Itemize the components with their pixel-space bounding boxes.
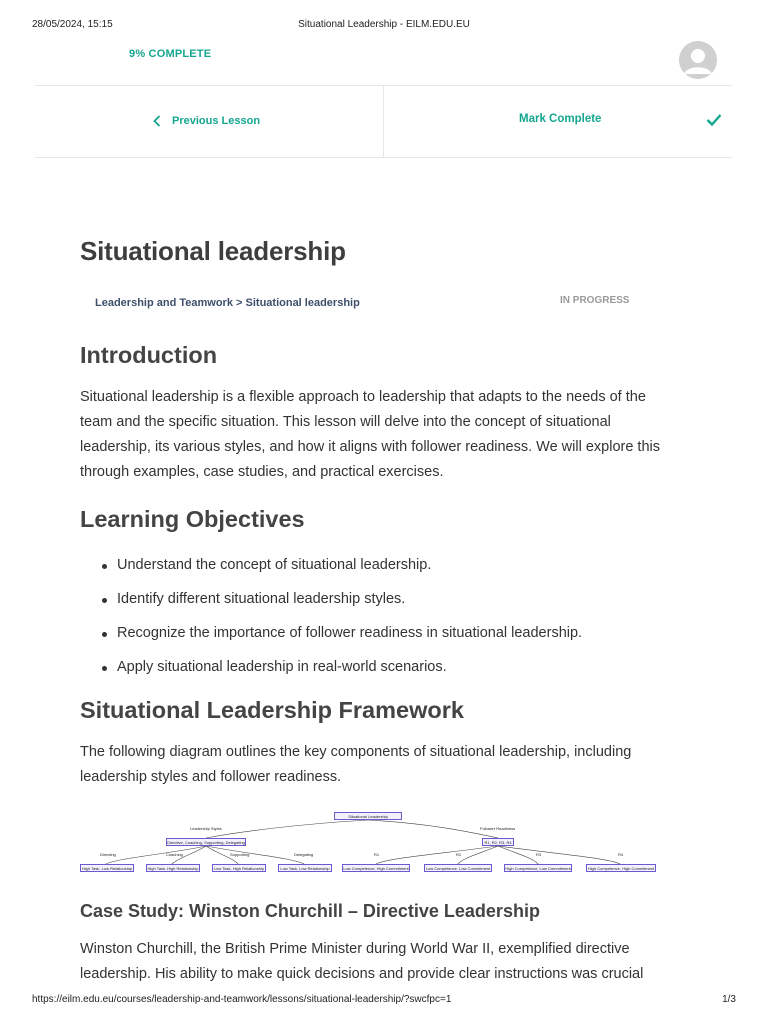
- objectives-heading: Learning Objectives: [80, 506, 305, 532]
- diagram-edge-label: Follower Readiness: [480, 826, 516, 831]
- breadcrumb-course[interactable]: Leadership and Teamwork: [95, 297, 233, 309]
- diagram-node-root: Situational Leadership: [334, 812, 402, 820]
- previous-lesson-label: Previous Lesson: [172, 115, 261, 127]
- diagram-edge-label: Directing: [100, 852, 116, 857]
- lesson-nav: [35, 85, 732, 158]
- print-page-title: Situational Leadership - EILM.EDU.EU: [298, 19, 470, 30]
- framework-heading: Situational Leadership Framework: [80, 697, 464, 723]
- diagram-leaf-node: High Task, High Relationship: [147, 866, 199, 871]
- diagram-leaf-node: Low Task, Low Relationship: [278, 864, 332, 872]
- nav-divider: [383, 86, 384, 157]
- diagram-edge-label: R2: [456, 852, 462, 857]
- diagram-edge-label: R3: [536, 852, 542, 857]
- progress-label: 9% COMPLETE: [129, 48, 212, 60]
- diagram-leaf-node: High Task, Low Relationship: [81, 866, 133, 871]
- diagram-leaf-node: Low Task, High Relationship: [213, 866, 265, 871]
- intro-paragraph: Situational leadership is a flexible approach to leadership that adapts to the needs of the team and the specific situation. This lesson will delve into the concept of situational leadership, its various styles, and how it aligns with follower readiness. We will explore this through examples, case studies, and practical exercises.: [80, 389, 660, 480]
- print-url: https://eilm.edu.eu/courses/leadership-and-teamwork/lessons/situational-leadership/?swcfpc=1: [32, 994, 452, 1005]
- diagram-leaf-node: Low Competence, High Commitment: [343, 866, 409, 871]
- diagram-edge-label: Coaching: [166, 852, 183, 857]
- breadcrumb-lesson[interactable]: Situational leadership: [245, 297, 360, 309]
- print-datetime: 28/05/2024, 15:15: [32, 19, 113, 30]
- diagram-edge-label: Delegating: [294, 852, 314, 857]
- print-page-number: 1/3: [722, 994, 736, 1005]
- diagram-leaf-node: Low Competence, Low Commitment: [425, 866, 491, 871]
- previous-lesson-button[interactable]: [153, 111, 260, 131]
- case-study-paragraph: Winston Churchill, the British Prime Minister during World War II, exemplified directive leadership. His ability to make quick decisions and provide clear instructions was crucial: [80, 941, 644, 982]
- list-item: Apply situational leadership in real-world scenarios.: [80, 655, 670, 689]
- breadcrumb: [95, 297, 360, 309]
- mark-complete-button[interactable]: Mark Complete: [519, 113, 602, 125]
- framework-diagram: [78, 806, 658, 878]
- diagram-node-styles: Directive, Coaching, Supporting, Delegating: [167, 840, 245, 845]
- user-icon: [679, 41, 717, 79]
- check-icon[interactable]: [706, 113, 722, 127]
- diagram-edge-label: Leadership Styles: [190, 826, 222, 831]
- diagram-node-readiness: R1, R2, R3, R4: [482, 838, 514, 846]
- objectives-list: [80, 553, 670, 689]
- breadcrumb-separator: >: [236, 297, 243, 309]
- diagram-leaf-node: High Competence, High Commitment: [587, 866, 655, 871]
- list-item: Recognize the importance of follower readiness in situational leadership.: [80, 621, 670, 655]
- intro-heading: Introduction: [80, 342, 218, 368]
- chevron-left-icon: [153, 115, 161, 127]
- avatar[interactable]: [679, 41, 717, 79]
- framework-paragraph: The following diagram outlines the key components of situational leadership, including leadership styles and follower readiness.: [80, 744, 632, 785]
- print-header: [0, 0, 768, 30]
- list-item: Identify different situational leadership styles.: [80, 587, 670, 621]
- status-badge: IN PROGRESS: [560, 295, 630, 306]
- list-item: Understand the concept of situational leadership.: [80, 553, 670, 587]
- diagram-edge-label: R1: [374, 852, 380, 857]
- print-footer: [0, 994, 768, 1014]
- diagram-edge-label: Supporting: [230, 852, 250, 857]
- diagram-edge-label: R4: [618, 852, 624, 857]
- diagram-leaf-node: High Competence, Low Commitment: [505, 866, 571, 871]
- case-study-heading: Case Study: Winston Churchill – Directive Leadership: [80, 901, 540, 921]
- page-title: Situational leadership: [80, 236, 346, 266]
